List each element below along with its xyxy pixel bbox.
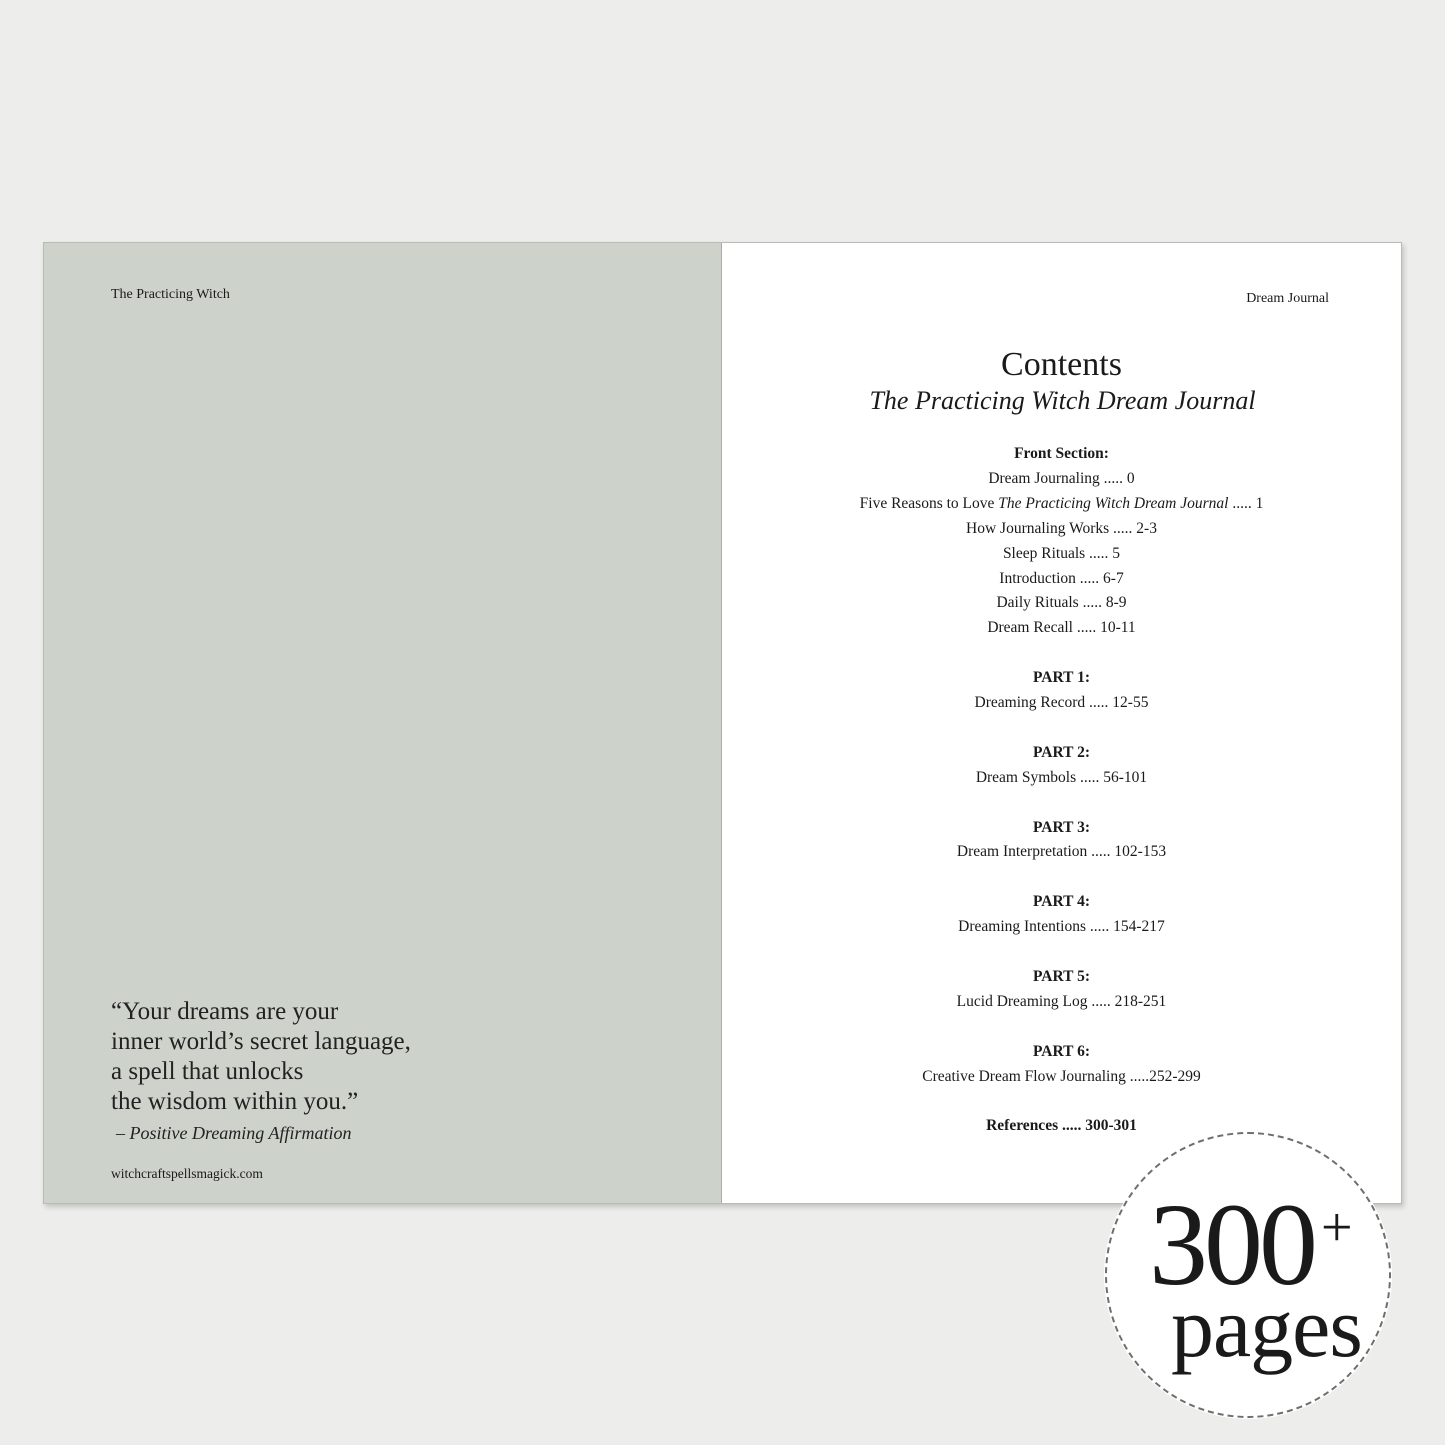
part-entry: Dreaming Record ..... 12-55 bbox=[974, 694, 1149, 712]
page-count-badge bbox=[1105, 1132, 1391, 1418]
left-page bbox=[44, 243, 722, 1203]
page-count-plus: + bbox=[1321, 1197, 1353, 1259]
toc-entry: How Journaling Works ..... 2-3 bbox=[966, 519, 1157, 537]
contents-subtitle: The Practicing Witch Dream Journal bbox=[869, 386, 1256, 415]
left-running-head: The Practicing Witch bbox=[111, 287, 230, 302]
right-running-head: Dream Journal bbox=[1246, 291, 1329, 306]
toc-entry: Daily Rituals ..... 8-9 bbox=[996, 594, 1127, 612]
quote bbox=[111, 997, 411, 1117]
table-of-contents bbox=[722, 442, 1401, 1139]
right-page bbox=[722, 243, 1401, 1203]
part-heading: PART 2: bbox=[1032, 743, 1090, 761]
part-heading: PART 6: bbox=[1032, 1042, 1090, 1060]
part-heading: PART 1: bbox=[1032, 669, 1090, 687]
part-heading: PART 5: bbox=[1032, 967, 1090, 985]
toc-entry-five-reasons bbox=[722, 492, 1401, 517]
contents-title: Contents bbox=[1001, 346, 1122, 383]
toc-entry: Dream Journaling ..... 0 bbox=[988, 469, 1135, 487]
toc-entry-suffix: ..... 1 bbox=[1228, 494, 1264, 512]
page-count-label: pages bbox=[1171, 1279, 1362, 1375]
quote-line: inner world’s secret language, bbox=[111, 1028, 411, 1055]
references-entry: References ..... 300-301 bbox=[986, 1117, 1137, 1135]
quote-line: a spell that unlocks bbox=[111, 1058, 304, 1085]
part-entry: Dreaming Intentions ..... 154-217 bbox=[958, 918, 1165, 936]
part-entry: Dream Interpretation ..... 102-153 bbox=[956, 843, 1167, 861]
contents-heading bbox=[722, 345, 1401, 417]
toc-entry-book-title: The Practicing Witch Dream Journal bbox=[998, 494, 1229, 512]
front-section-heading: Front Section: bbox=[1014, 445, 1109, 462]
part-entry: Dream Symbols ..... 56-101 bbox=[975, 768, 1148, 786]
quote-attribution: – Positive Dreaming Affirmation bbox=[116, 1123, 352, 1143]
toc-entry-prefix: Five Reasons to Love bbox=[859, 494, 999, 512]
toc-entry: Dream Recall ..... 10-11 bbox=[987, 619, 1136, 637]
book-spread bbox=[43, 242, 1402, 1204]
part-entry: Lucid Dreaming Log ..... 218-251 bbox=[956, 992, 1167, 1010]
quote-line: the wisdom within you.” bbox=[111, 1088, 359, 1115]
toc-entry: Sleep Rituals ..... 5 bbox=[1002, 544, 1121, 562]
part-heading: PART 4: bbox=[1032, 893, 1090, 911]
part-entry: Creative Dream Flow Journaling .....252-299 bbox=[922, 1067, 1201, 1085]
quote-line: “Your dreams are your bbox=[111, 998, 339, 1025]
page-count-number: 300 bbox=[1149, 1179, 1314, 1310]
part-heading: PART 3: bbox=[1032, 818, 1090, 836]
toc-entry: Introduction ..... 6-7 bbox=[999, 569, 1124, 587]
website-url: witchcraftspellsmagick.com bbox=[111, 1166, 263, 1181]
